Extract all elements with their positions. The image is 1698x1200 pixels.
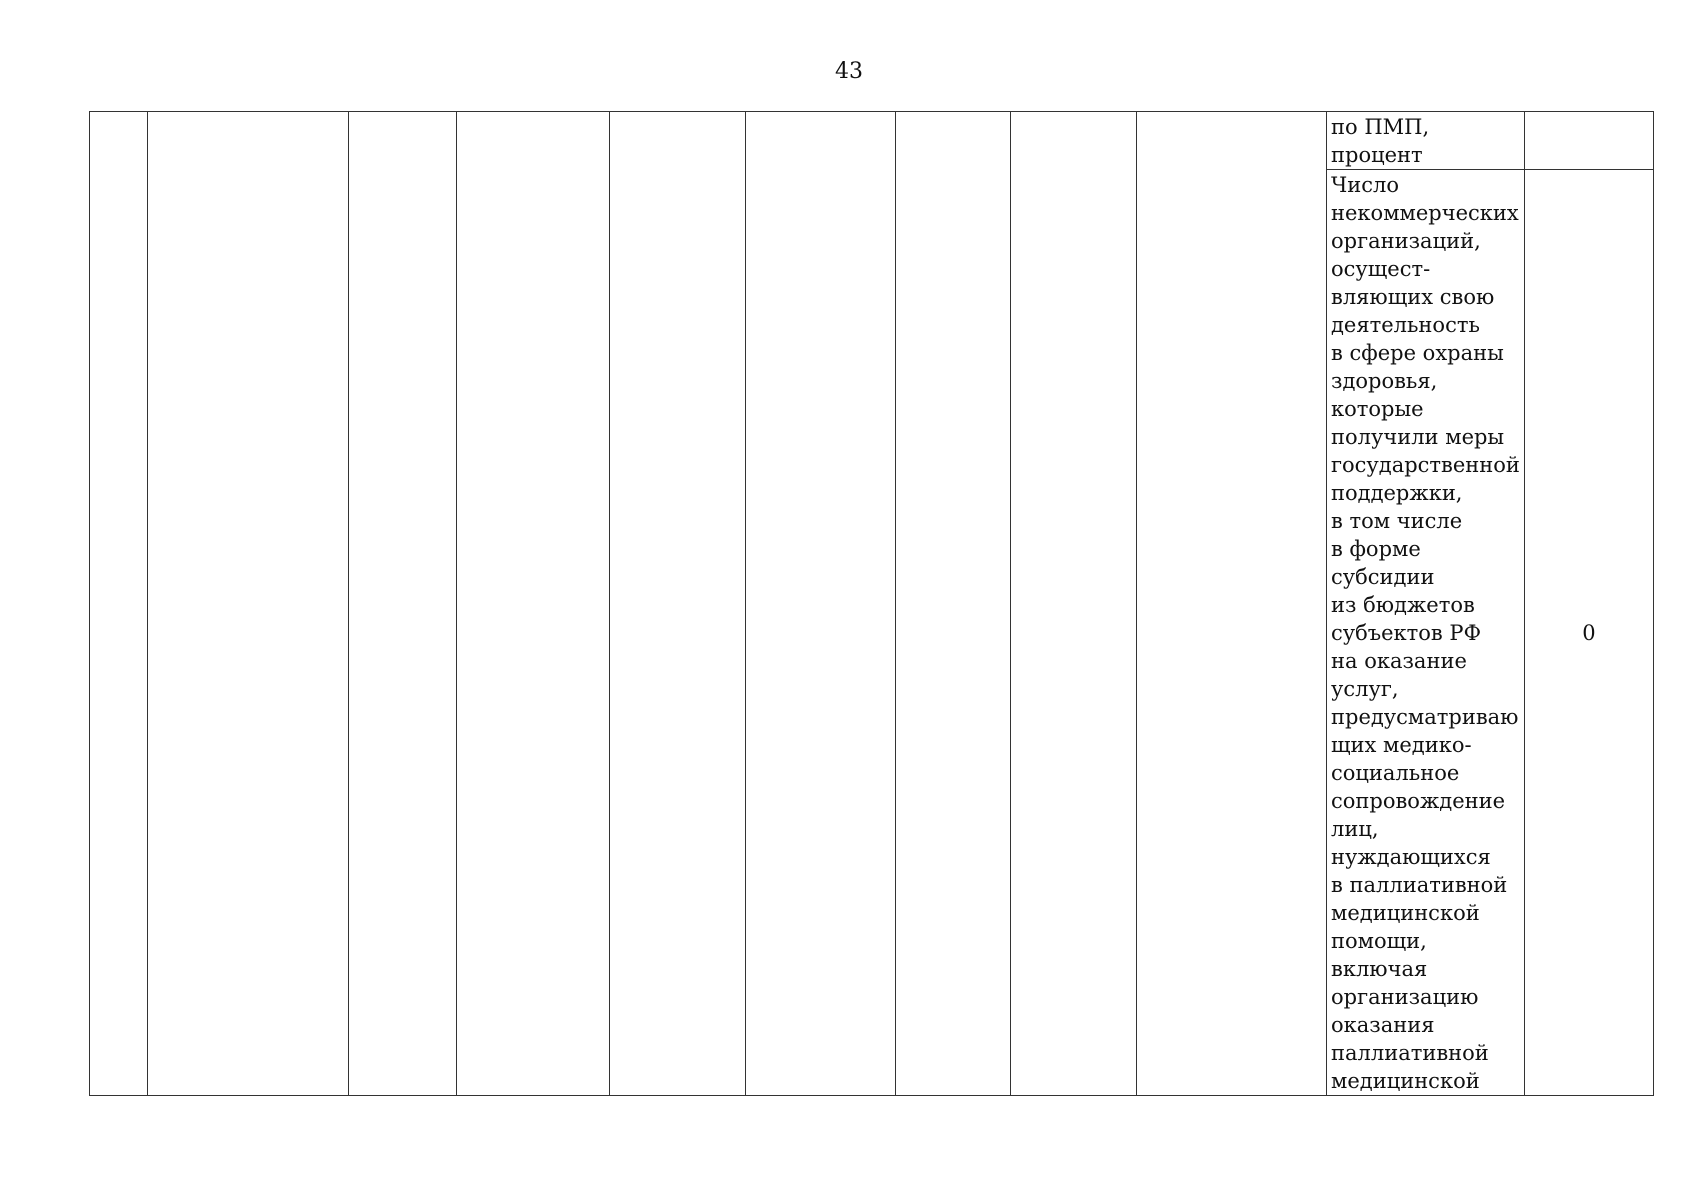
table-cell-col6 bbox=[746, 112, 896, 1096]
table-cell-col2 bbox=[148, 112, 349, 1096]
table-cell-col7 bbox=[896, 112, 1011, 1096]
table-cell-col8 bbox=[1011, 112, 1137, 1096]
table-cell-col1 bbox=[90, 112, 148, 1096]
data-table bbox=[89, 111, 1654, 1096]
indicator-text: Число некоммерческих организаций, осущест- вляющих свою деятельность в сфере охраны здоровья, которые получили меры государственной поддержки, в том числе в форме субсидии из бюджетов субъектов РФ на оказание услуг, предусматриваю щих медико- социальное сопровождение лиц, нуждающихся в паллиативной медицинской помощи, включая организацию оказания паллиативной медицинской bbox=[1331, 173, 1520, 1093]
indicator-cell bbox=[1327, 112, 1525, 170]
table-row bbox=[90, 112, 1654, 170]
table-cell-col5 bbox=[610, 112, 746, 1096]
indicator-cell bbox=[1327, 170, 1525, 1096]
page-number: 43 bbox=[835, 59, 863, 84]
table-cell-col4 bbox=[457, 112, 610, 1096]
value-cell: 0 bbox=[1524, 170, 1653, 1096]
table-cell-col3 bbox=[349, 112, 457, 1096]
indicator-text: по ПМП, процент bbox=[1331, 115, 1430, 167]
value-cell bbox=[1524, 112, 1653, 170]
value-text bbox=[1525, 112, 1653, 113]
table-cell-col9 bbox=[1137, 112, 1327, 1096]
